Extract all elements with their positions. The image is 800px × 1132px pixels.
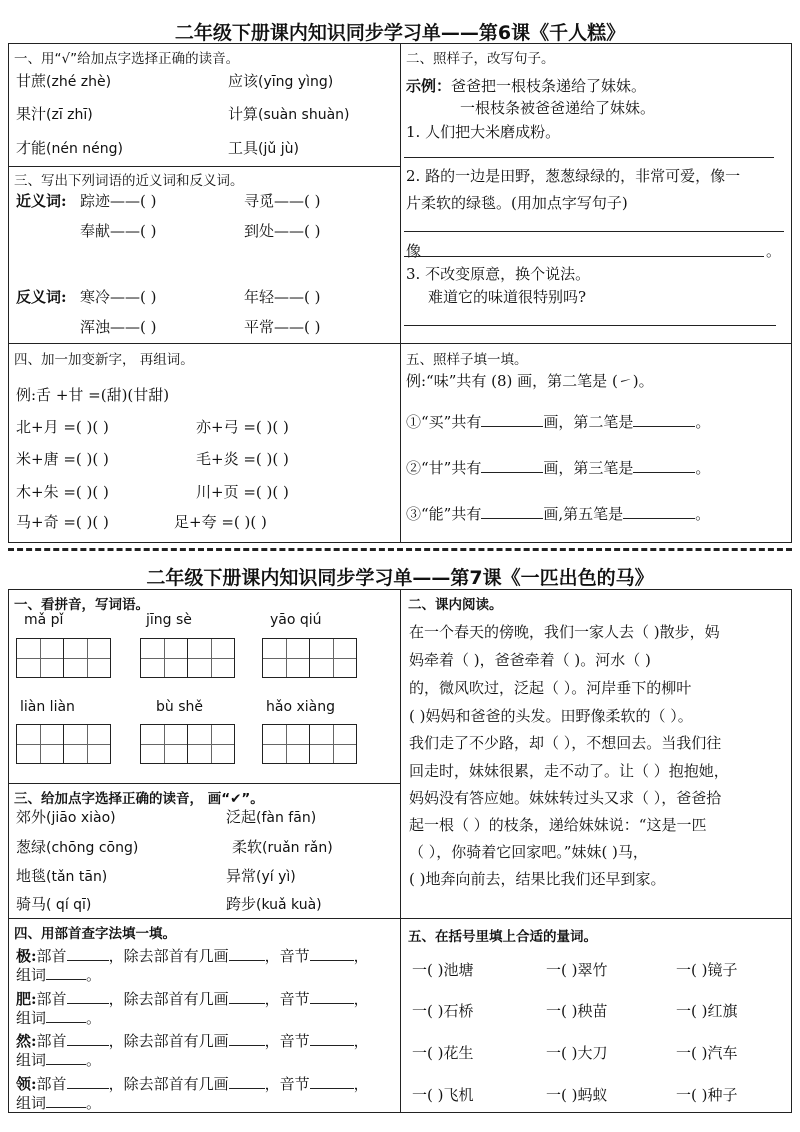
char-combo[interactable]: 毛+炎 =( )( ) [196, 450, 289, 468]
measure-word-item[interactable]: 一( )镜子 [676, 961, 738, 979]
radical-row[interactable]: 然:部首 ，除去部首有几画 ，音节 ， [16, 1032, 369, 1050]
writing-grid[interactable] [309, 638, 357, 678]
writing-grid[interactable] [63, 724, 111, 764]
pinyin-label: mǎ pǐ [24, 612, 64, 628]
radical-row[interactable]: 组词 。 [16, 966, 102, 984]
antonym-item[interactable]: 浑浊——( ) [80, 318, 157, 336]
synonym-item[interactable]: 奉献——( ) [80, 222, 157, 240]
radical-row[interactable]: 极:部首 ，除去部首有几画 ，音节 ， [16, 947, 369, 965]
measure-word-item[interactable]: 一( )秧苗 [546, 1002, 608, 1020]
l7-s1-heading: 一、看拼音，写词语。 [14, 597, 149, 613]
example-line: 一根枝条被爸爸递给了妹妹。 [460, 99, 656, 117]
reading-line[interactable]: ( )地奔向前去，结果比我们还早到家。 [409, 870, 666, 888]
writing-grid[interactable] [16, 638, 64, 678]
reading-line[interactable]: 妈牵着（ )，爸爸牵着（ )。河水（ ) [409, 651, 651, 669]
l7-s5-heading: 五、在括号里填上合适的量词。 [408, 929, 597, 945]
example-line: 例:“味”共有 (8) 画，第二笔是 (㇀)。 [406, 372, 654, 390]
writing-grid[interactable] [262, 638, 310, 678]
option-item[interactable]: 工具(jǔ jù) [228, 139, 299, 157]
divider [8, 166, 400, 167]
radical-row[interactable]: 组词 。 [16, 1094, 102, 1112]
synonym-item[interactable]: 到处——( ) [244, 222, 321, 240]
option-item[interactable]: 计算(suàn shuàn) [228, 105, 350, 123]
writing-grid[interactable] [140, 724, 188, 764]
divider [8, 783, 400, 784]
char-combo[interactable]: 足+夸 =( )( ) [174, 513, 267, 531]
writing-grid[interactable] [187, 724, 235, 764]
measure-word-item[interactable]: 一( )飞机 [412, 1086, 474, 1104]
option-item[interactable]: 甘蔗(zhé zhè) [16, 72, 112, 90]
l7-s2-heading: 二、课内阅读。 [408, 597, 503, 613]
writing-grid[interactable] [16, 724, 64, 764]
question-text: 2. 路的一边是田野，葱葱绿绿的，非常可爱，像一 [406, 167, 741, 185]
reading-line[interactable]: 妈妈没有答应她。妹妹转过头又求（ ），爸爸拾 [409, 789, 722, 807]
option-item[interactable]: 葱绿(chōng cōng) [16, 838, 139, 856]
question-text: 1. 人们把大米磨成粉。 [406, 123, 561, 141]
measure-word-item[interactable]: 一( )蚂蚁 [546, 1086, 608, 1104]
l7-s3-heading: 三、给加点字选择正确的读音， 画“✔”。 [14, 791, 264, 807]
option-item[interactable]: 地毯(tǎn tān) [16, 867, 108, 885]
option-item[interactable]: 柔软(ruǎn rǎn) [232, 838, 333, 856]
char-combo[interactable]: 亦+弓 =( )( ) [196, 418, 289, 436]
writing-grid[interactable] [140, 638, 188, 678]
example-line: 示例：爸爸把一根枝条递给了妹妹。 [406, 77, 647, 95]
reading-line[interactable]: 在一个春天的傍晚，我们一家人去（ )散步，妈 [409, 623, 720, 641]
char-combo[interactable]: 马+奇 =( )( ) [16, 513, 109, 531]
writing-grid[interactable] [63, 638, 111, 678]
antonym-item[interactable]: 年轻——( ) [244, 288, 321, 306]
l6-s1-heading: 一、用“√”给加点字选择正确的读音。 [14, 51, 240, 67]
divider [8, 918, 792, 919]
measure-word-item[interactable]: 一( )汽车 [676, 1044, 738, 1062]
reading-line[interactable]: 我们走了不少路，却（ ），不想回去。当我们往 [409, 734, 722, 752]
option-item[interactable]: 果汁(zī zhī) [16, 105, 93, 123]
answer-suffix: 。 [766, 242, 782, 260]
reading-line[interactable]: 的，微风吹过，泛起（ ）。河岸垂下的柳叶 [409, 679, 692, 697]
char-combo[interactable]: 北+月 =( )( ) [16, 418, 109, 436]
antonym-label: 反义词: [16, 288, 67, 306]
option-item[interactable]: 泛起(fàn fān) [226, 808, 317, 826]
pinyin-label: jīng sè [146, 612, 192, 628]
antonym-item[interactable]: 寒冷——( ) [80, 288, 157, 306]
measure-word-item[interactable]: 一( )石桥 [412, 1002, 474, 1020]
answer-line[interactable] [404, 231, 784, 232]
radical-row[interactable]: 领:部首 ，除去部首有几画 ，音节 ， [16, 1075, 369, 1093]
reading-line[interactable]: （ ），你骑着它回家吧。”妹妹( )马， [409, 843, 648, 861]
stroke-question[interactable]: ③“能”共有 画,第五笔是 。 [406, 505, 711, 523]
measure-word-item[interactable]: 一( )花生 [412, 1044, 474, 1062]
reading-line[interactable]: 回走时，妹妹很累，走不动了。让（ ）抱抱她， [409, 762, 729, 780]
lesson7-title: 二年级下册课内知识同步学习单——第7课《一匹出色的马》 [146, 567, 654, 589]
option-item[interactable]: 跨步(kuǎ kuà) [226, 895, 322, 913]
synonym-item[interactable]: 寻觅——( ) [244, 192, 321, 210]
measure-word-item[interactable]: 一( )大刀 [546, 1044, 608, 1062]
cut-line [8, 548, 792, 551]
radical-row[interactable]: 组词 。 [16, 1009, 102, 1027]
pinyin-label: bù shě [156, 699, 203, 715]
option-item[interactable]: 骑马( qí qī) [16, 895, 92, 913]
l6-s5-heading: 五、照样子填一填。 [406, 352, 528, 368]
writing-grid[interactable] [309, 724, 357, 764]
option-item[interactable]: 才能(nén néng) [16, 139, 123, 157]
answer-line[interactable] [404, 325, 776, 326]
writing-grid[interactable] [262, 724, 310, 764]
radical-row[interactable]: 组词 。 [16, 1051, 102, 1069]
divider [8, 343, 792, 344]
pinyin-label: yāo qiú [270, 612, 322, 628]
synonym-item[interactable]: 踪迹——( ) [80, 192, 157, 210]
lesson6-divider [400, 43, 401, 543]
char-combo[interactable]: 米+唐 =( )( ) [16, 450, 109, 468]
lesson6-title: 二年级下册课内知识同步学习单——第6课《千人糕》 [174, 22, 626, 44]
radical-row[interactable]: 肥:部首 ，除去部首有几画 ，音节 ， [16, 990, 369, 1008]
pinyin-label: liàn liàn [20, 699, 75, 715]
measure-word-item[interactable]: 一( )翠竹 [546, 961, 608, 979]
l7-s4-heading: 四、用部首查字法填一填。 [14, 926, 176, 942]
option-item[interactable]: 应该(yīng yìng) [228, 72, 334, 90]
answer-line[interactable] [404, 256, 764, 257]
question-text: 难道它的味道很特别吗? [428, 288, 587, 306]
l6-s3-heading: 三、写出下列词语的近义词和反义词。 [14, 173, 244, 189]
measure-word-item[interactable]: 一( )红旗 [676, 1002, 738, 1020]
answer-prefix: 像 [406, 242, 422, 260]
reading-line[interactable]: ( )妈妈和爸爸的头发。田野像柔软的（ ）。 [409, 707, 693, 725]
stroke-question[interactable]: ②“甘”共有 画，第三笔是 。 [406, 459, 711, 477]
stroke-question[interactable]: ①“买”共有 画，第二笔是 。 [406, 413, 711, 431]
l6-s2-heading: 二、照样子，改写句子。 [406, 51, 555, 67]
option-item[interactable]: 异常(yí yì) [226, 867, 296, 885]
writing-grid[interactable] [187, 638, 235, 678]
char-combo[interactable]: 川+页 =( )( ) [196, 483, 289, 501]
option-item[interactable]: 郊外(jiāo xiào) [16, 808, 116, 826]
answer-line[interactable] [404, 157, 774, 158]
antonym-item[interactable]: 平常——( ) [244, 318, 321, 336]
char-combo[interactable]: 木+朱 =( )( ) [16, 483, 109, 501]
question-text: 3. 不改变原意，换个说法。 [406, 265, 591, 283]
pinyin-label: hǎo xiàng [266, 699, 335, 715]
example-line: 例:舌 +甘 =(甜)(甘甜) [16, 386, 170, 404]
reading-line[interactable]: 起一根（ ）的枝条，递给妹妹说：“这是一匹 [409, 816, 707, 834]
lesson7-divider [400, 589, 401, 1113]
measure-word-item[interactable]: 一( )池塘 [412, 961, 474, 979]
question-text: 片柔软的绿毯。(用加点字写句子) [406, 194, 628, 212]
synonym-label: 近义词: [16, 192, 67, 210]
l6-s4-heading: 四、加一加变新字， 再组词。 [14, 352, 194, 368]
measure-word-item[interactable]: 一( )种子 [676, 1086, 738, 1104]
